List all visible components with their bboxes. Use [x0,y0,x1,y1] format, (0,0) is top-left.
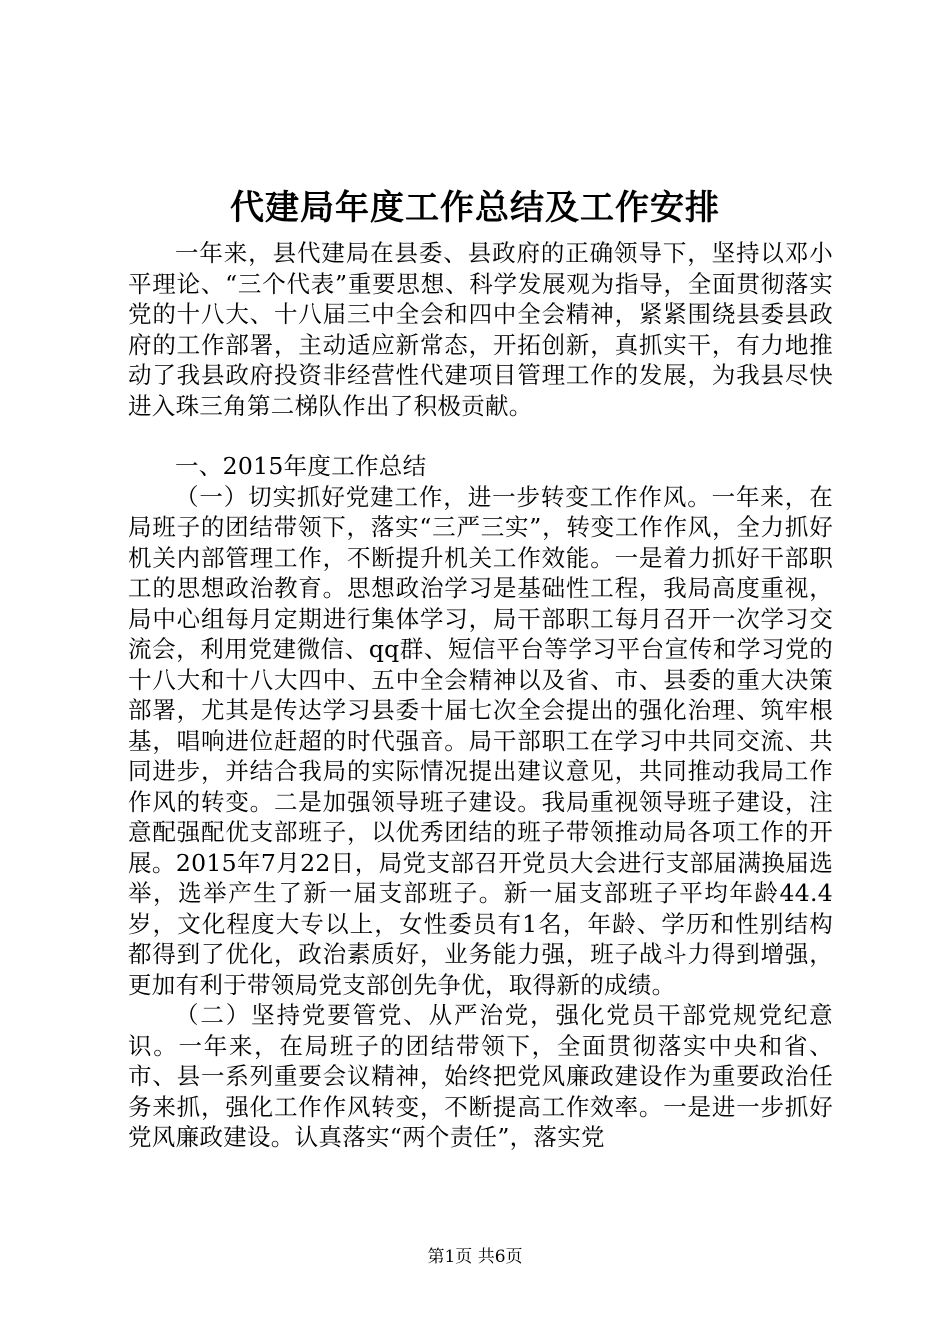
section-paragraph-2: （二）坚持党要管党、从严治党，强化党员干部党规党纪意识。一年来，在局班子的团结带领下，全面贯彻落实中央和省、市、县一系列重要会议精神，始终把党风廉政建设作为重要政治任务来抓，强化工作作风转变，不断提高工作效率。一是进一步抓好党风廉政建设。认真落实“两个责任”，落实党 [128,1001,833,1151]
paragraph-spacer [128,421,833,451]
intro-paragraph: 一年来，县代建局在县委、县政府的正确领导下，坚持以邓小平理论、“三个代表”重要思想、科学发展观为指导，全面贯彻落实党的十八大、十八届三中全会和四中全会精神，紧紧围绕县委县政府的工作部署，主动适应新常态，开拓创新，真抓实干，有力地推动了我县政府投资非经营性代建项目管理工作的发展，为我县尽快进入珠三角第二梯队作出了积极贡献。 [128,239,833,420]
section-paragraph-1: （一）切实抓好党建工作，进一步转变工作作风。一年来，在局班子的团结带领下，落实“三严三实”，转变工作作风，全力抓好机关内部管理工作，不断提升机关工作效能。一是着力抓好干部职工的思想政治教育。思想政治学习是基础性工程，我局高度重视，局中心组每月定期进行集体学习，局干部职工每月召开一次学习交流会，利用党建微信、qq群、短信平台等学习平台宣传和学习党的十八大和十八大四中、五中全会精神以及省、市、县委的重大决策部署，尤其是传达学习县委十届七次全会提出的强化治理、筑牢根基，唱响进位赶超的时代强音。局干部职工在学习中共同交流、共同进步，并结合我局的实际情况提出建议意见，共同推动我局工作作风的转变。二是加强领导班子建设。我局重视领导班子建设，注意配强配优支部班子，以优秀团结的班子带领推动局各项工作的开展。2015年7月22日，局党支部召开党员大会进行支部届满换届选举，选举产生了新一届支部班子。新一届支部班子平均年龄44.4岁，文化程度大专以上，女性委员有1名，年龄、学历和性别结构都得到了优化，政治素质好，业务能力强，班子战斗力得到增强，更加有利于带领局党支部创先争优，取得新的成绩。 [128,482,833,999]
page-footer: 第1页 共6页 [427,1247,523,1267]
section-heading: 一、2015年度工作总结 [175,452,427,480]
document-body [128,238,833,1153]
document-title: 代建局年度工作总结及工作安排 [230,188,720,228]
